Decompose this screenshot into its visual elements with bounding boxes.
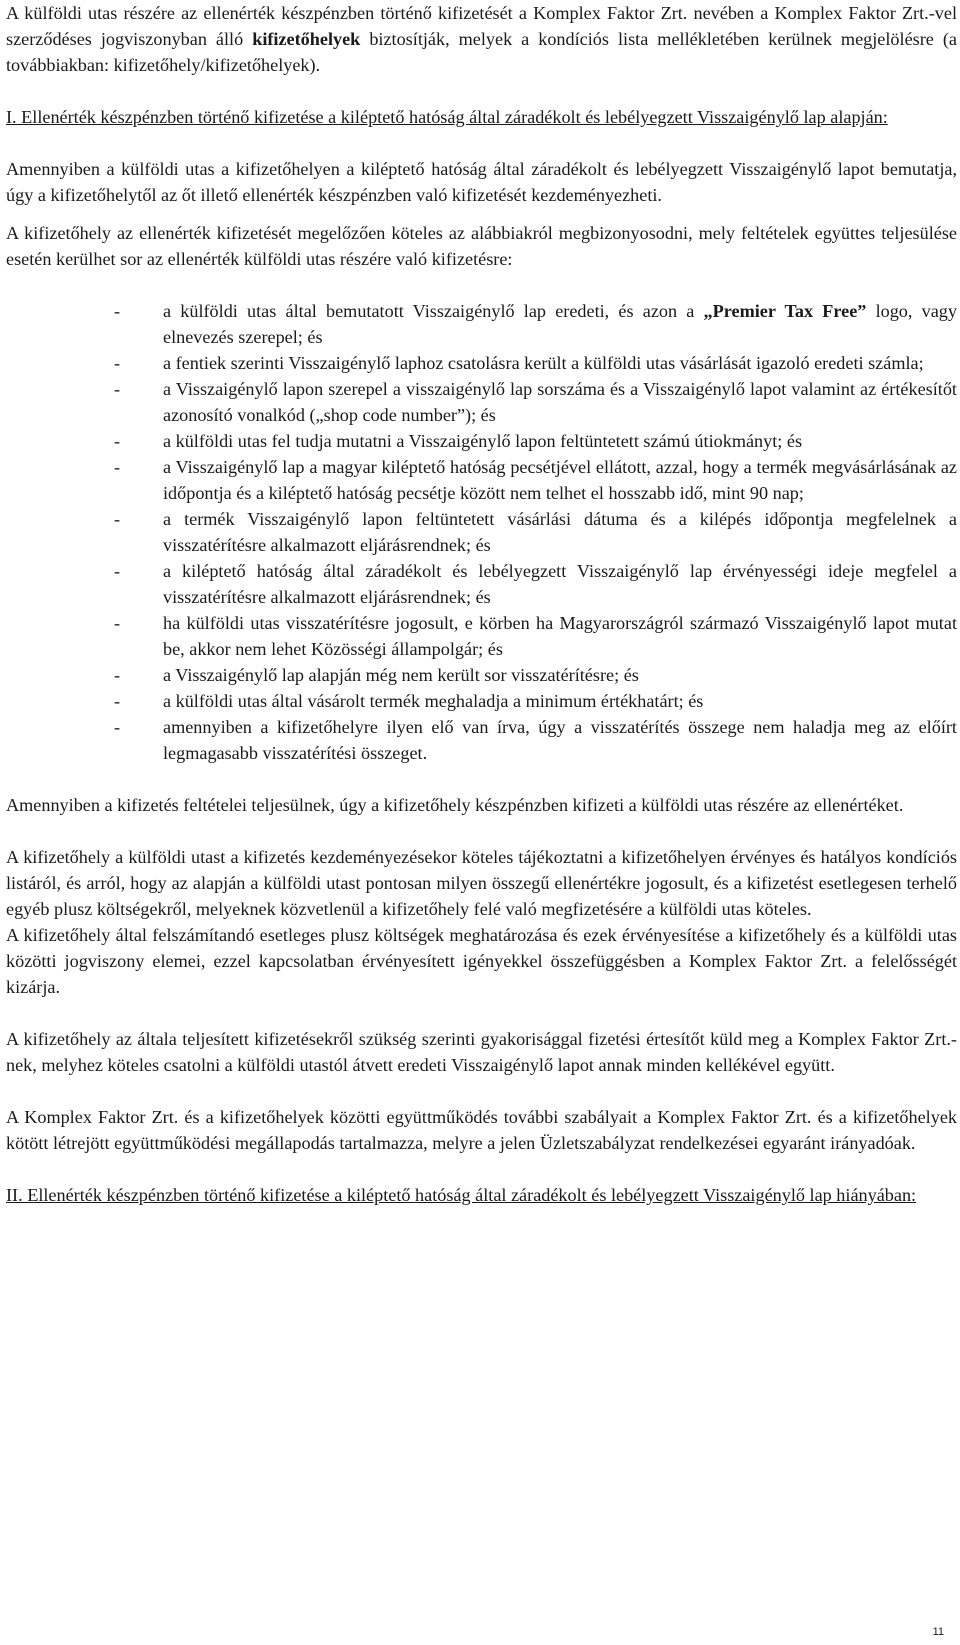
list-item: - a külföldi utas által bemutatott Visszaigénylő lap eredeti, és azon a „Premier Tax Free” logo, vagy elnevezés szerepel; és [114, 301, 957, 347]
page-number: 11 [932, 1626, 944, 1638]
intro-paragraph: A külföldi utas részére az ellenérték készpénzben történő kifizetését a Komplex Faktor Zrt. nevében a Komplex Faktor Zrt.-vel szerződéses jogviszonyban álló kifizetőhelyek biztosítják, melyek a kondíciós lista mellékletében kerülnek megjelölésre (a továbbiakban: kifizetőhely/kifizetőhelyek). [6, 3, 957, 75]
section1-paragraph-3: Amennyiben a kifizetés feltételei teljesülnek, úgy a kifizetőhely készpénzben kifizeti a külföldi utas részére az ellenértéket. [6, 795, 904, 815]
list-item: - a Visszaigénylő lap a magyar kiléptető hatóság pecsétjével ellátott, azzal, hogy a termék megvásárlásának az időpontja és a kiléptető hatóság pecsétje között nem telhet el hosszabb idő, mint 90 nap; [114, 457, 957, 503]
list-item: - a külföldi utas fel tudja mutatni a Visszaigénylő lapon feltüntetett számú útiokmányt; és [114, 431, 803, 451]
section1-paragraph-7: A Komplex Faktor Zrt. és a kifizetőhelyek közötti együttműködés további szabályait a Komplex Faktor Zrt. és a kifizetőhelyek kötött létrejött együttműködési megállapodás tartalmazza, melyre a jelen Üzletszabályzat rendelkezései egyaránt irányadóak. [6, 1107, 957, 1153]
section2-heading: II. Ellenérték készpénzben történő kifizetése a kiléptető hatóság által záradékolt és lebélyegzett Visszaigénylő lap hiányában: [6, 1185, 917, 1205]
list-item: - ha külföldi utas visszatérítésre jogosult, e körben ha Magyarországról származó Visszaigénylő lapot mutat be, akkor nem lehet Közösségi állampolgár; és [114, 613, 957, 659]
premier-tax-free-label: „Premier Tax Free” [703, 301, 867, 321]
list-item: - a fentiek szerinti Visszaigénylő laphoz csatolásra került a külföldi utas vásárlását igazoló eredeti számla; [114, 353, 924, 373]
section1-paragraph-2: A kifizetőhely az ellenérték kifizetését megelőzően köteles az alábbiakról megbizonyosodni, mely feltételek együttes teljesülése esetén kerülhet sor az ellenérték külföldi utas részére való kifizetésre: [6, 223, 957, 269]
list-item: - amennyiben a kifizetőhelyre ilyen elő van írva, úgy a visszatérítés összege nem haladja meg az előírt legmagasabb visszatérítési összeget. [114, 717, 957, 763]
list-item: - a kiléptető hatóság által záradékolt és lebélyegzett Visszaigénylő lap érvényességi ideje megfelel a visszatérítésre alkalmazott eljárásrendnek; és [114, 561, 957, 607]
intro-bold-term: kifizetőhelyek [252, 29, 361, 49]
list-item: - a Visszaigénylő lapon szerepel a visszaigénylő lap sorszáma és a Visszaigénylő lapot valamint az értékesítőt azonosító vonalkód („shop code number”); és [114, 379, 957, 425]
section1-paragraph-1: Amennyiben a külföldi utas a kifizetőhelyen a kiléptető hatóság által záradékolt és lebélyegzett Visszaigénylő lapot bemutatja, úgy a kifizetőhelytől az őt illető ellenérték készpénzben való kifizetését kezdeményezheti. [6, 159, 957, 205]
section1-paragraph-4: A kifizetőhely a külföldi utast a kifizetés kezdeményezésekor köteles tájékoztatni a kifizetőhelyen érvényes és hatályos kondíciós listáról, és arról, hogy az alapján a külföldi utast pontosan milyen összegű ellenértékre jogosult, és a kifizetést esetlegesen terhelő egyéb plusz költségekről, melyeknek közvetlenül a kifizetőhely felé való megfizetésére a külföldi utas köteles. [6, 847, 957, 919]
section1-paragraph-6: A kifizetőhely az általa teljesített kifizetésekről szükség szerinti gyakorisággal fizetési értesítőt küld meg a Komplex Faktor Zrt.-nek, melyhez köteles csatolni a külföldi utastól átvett eredeti Visszaigénylő lapot annak minden kellékével együtt. [6, 1029, 957, 1075]
list-item: - a külföldi utas által vásárolt termék meghaladja a minimum értékhatárt; és [114, 691, 704, 711]
list-item: - a Visszaigénylő lap alapján még nem került sor visszatérítésre; és [114, 665, 639, 685]
list-item: - a termék Visszaigénylő lapon feltüntetett vásárlási dátuma és a kilépés időpontja megfelelnek a visszatérítésre alkalmazott eljárásrendnek; és [114, 509, 957, 555]
conditions-list [114, 298, 957, 766]
section1-heading: I. Ellenérték készpénzben történő kifizetése a kiléptető hatóság által záradékolt és lebélyegzett Visszaigénylő lap alapján: [6, 107, 888, 127]
section1-paragraph-5: A kifizetőhely által felszámítandó esetleges plusz költségek meghatározása és ezek érvényesítése a kifizetőhely és a külföldi utas közötti jogviszony elemei, ezzel kapcsolatban érvényesített igényekkel összefüggésben a Komplex Faktor Zrt. a felelősségét kizárja. [6, 925, 957, 997]
document-page [6, 0, 957, 1208]
